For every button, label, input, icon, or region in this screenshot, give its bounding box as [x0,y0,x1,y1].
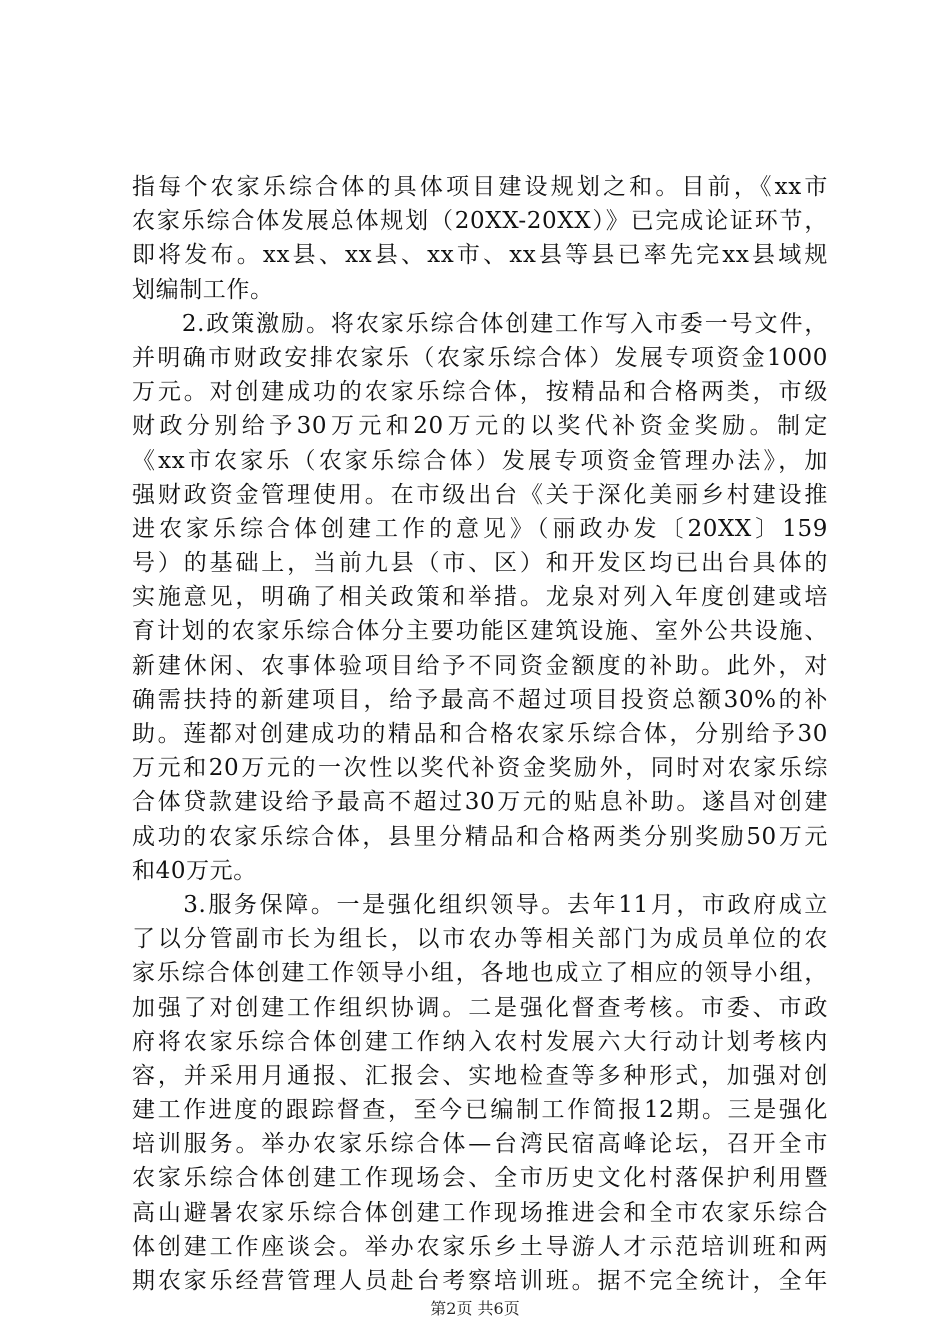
text-line-29: 培训服务。举办农家乐综合体—台湾民宿高峰论坛，召开全市 [132,1131,828,1158]
text-line-16: 确需扶持的新建项目，给予最高不超过项目投资总额30%的补 [132,686,828,713]
text-line-28: 建工作进度的跟踪督查，至今已编制工作简报12期。三是强化 [132,1097,828,1124]
text-line-32: 体创建工作座谈会。举办农家乐乡土导游人才示范培训班和两 [132,1233,828,1260]
text-line-4: 划编制工作。 [132,276,274,303]
text-line-24: 家乐综合体创建工作领导小组，各地也成立了相应的领导小组， [132,960,828,987]
text-line-13: 实施意见，明确了相关政策和举措。龙泉对列入年度创建或培 [132,584,828,611]
text-line-25: 加强了对创建工作组织协调。二是强化督查考核。市委、市政 [132,994,828,1021]
text-line-18: 万元和20万元的一次性以奖代补资金奖励外，同时对农家乐综 [132,755,828,782]
text-line-15: 新建休闲、农事体验项目给予不同资金额度的补助。此外，对 [132,652,828,679]
text-line-23: 了以分管副市长为组长，以市农办等相关部门为成员单位的农 [132,926,828,953]
text-line-10: 强财政资金管理使用。在市级出台《关于深化美丽乡村建设推 [132,481,828,508]
text-line-14: 育计划的农家乐综合体分主要功能区建筑设施、室外公共设施、 [132,618,828,645]
text-line-20: 成功的农家乐综合体，县里分精品和合格两类分别奖励50万元 [132,823,828,850]
page-number-footer: 第2页 共6页 [430,1299,520,1318]
text-line-30: 农家乐综合体创建工作现场会、全市历史文化村落保护利用暨 [132,1165,828,1192]
text-line-1: 指每个农家乐综合体的具体项目建设规划之和。目前，《xx市 [132,174,828,200]
text-line-21: 和40万元。 [132,857,257,884]
text-line-22: 3.服务保障。一是强化组织领导。去年11月，市政府成立 [132,891,828,918]
text-line-6: 并明确市财政安排农家乐（农家乐综合体）发展专项资金1000 [132,344,828,371]
text-line-33: 期农家乐经营管理人员赴台考察培训班。据不完全统计，全年 [132,1268,828,1294]
text-line-11: 进农家乐综合体创建工作的意见》（丽政办发〔20XX〕159 [132,515,828,542]
text-line-7: 万元。对创建成功的农家乐综合体，按精品和合格两类，市级 [132,379,828,406]
text-line-17: 助。莲都对创建成功的精品和合格农家乐综合体，分别给予30 [132,721,828,747]
text-line-19: 合体贷款建设给予最高不超过30万元的贴息补助。遂昌对创建 [132,789,828,816]
text-line-27: 容，并采用月通报、汇报会、实地检查等多种形式，加强对创 [132,1062,828,1089]
text-line-5: 2.政策激励。将农家乐综合体创建工作写入市委一号文件， [132,310,828,337]
body-text [132,170,828,1298]
text-line-26: 府将农家乐综合体创建工作纳入农村发展六大行动计划考核内 [132,1028,828,1055]
text-line-31: 高山避暑农家乐综合体创建工作现场推进会和全市农家乐综合 [132,1199,828,1226]
text-line-3: 即将发布。xx县、xx县、xx市、xx县等县已率先完xx县域规 [132,242,828,269]
text-line-8: 财政分别给予30万元和20万元的以奖代补资金奖励。制定 [132,413,828,440]
text-line-2: 农家乐综合体发展总体规划（20XX-20XX）》已完成论证环节， [132,208,828,235]
text-line-9: 《xx市农家乐（农家乐综合体）发展专项资金管理办法》，加 [132,447,828,474]
text-line-12: 号）的基础上，当前九县（市、区）和开发区均已出台具体的 [132,550,828,577]
